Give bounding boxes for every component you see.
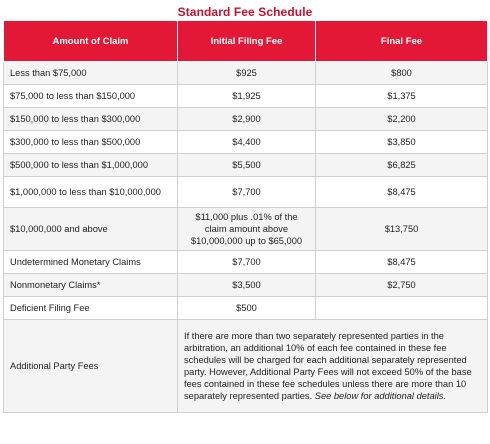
table-row: [4, 274, 488, 297]
table-row: [4, 62, 488, 85]
claim-amount-cell: $75,000 to less than $150,000: [4, 85, 178, 108]
final-fee-cell: $2,750: [316, 274, 488, 297]
page-title: Standard Fee Schedule: [177, 5, 313, 19]
table-row: [4, 177, 488, 208]
initial-fee-cell: $5,500: [178, 154, 316, 177]
final-fee-cell: $13,750: [316, 208, 488, 251]
initial-fee-cell: $1,925: [178, 85, 316, 108]
table-row: [4, 208, 488, 251]
claim-amount-cell: $1,000,000 to less than $10,000,000: [4, 177, 178, 208]
table-header-row: [4, 21, 488, 62]
claim-amount-cell: $150,000 to less than $300,000: [4, 108, 178, 131]
initial-fee-cell: $925: [178, 62, 316, 85]
final-fee-cell: [316, 297, 488, 320]
additional-party-fee-note: [178, 320, 488, 413]
claim-amount-cell: $10,000,000 and above: [4, 208, 178, 251]
claim-amount-cell: Less than $75,000: [4, 62, 178, 85]
table-row: [4, 297, 488, 320]
initial-fee-cell: $7,700: [178, 177, 316, 208]
table-row: [4, 320, 488, 413]
claim-amount-cell: Nonmonetary Claims*: [4, 274, 178, 297]
claim-amount-cell: $300,000 to less than $500,000: [4, 131, 178, 154]
final-fee-cell: $2,200: [316, 108, 488, 131]
final-fee-cell: $1,375: [316, 85, 488, 108]
initial-fee-cell: $11,000 plus .01% of the claim amount above $10,000,000 up to $65,000: [178, 208, 316, 251]
table-row: [4, 131, 488, 154]
final-fee-cell: $800: [316, 62, 488, 85]
claim-amount-cell: Additional Party Fees: [4, 320, 178, 413]
final-fee-cell: $3,850: [316, 131, 488, 154]
claim-amount-cell: $500,000 to less than $1,000,000: [4, 154, 178, 177]
table-row: [4, 154, 488, 177]
table-row: [4, 85, 488, 108]
initial-fee-cell: $7,700: [178, 251, 316, 274]
initial-fee-cell: $4,400: [178, 131, 316, 154]
column-header-final-fee: Final Fee: [316, 21, 488, 62]
initial-fee-cell: $2,900: [178, 108, 316, 131]
table-row: [4, 251, 488, 274]
initial-fee-cell: $3,500: [178, 274, 316, 297]
note-link-text: See below for additional details.: [314, 391, 447, 401]
initial-fee-cell: $500: [178, 297, 316, 320]
fee-schedule-table: [3, 20, 488, 413]
final-fee-cell: $8,475: [316, 251, 488, 274]
final-fee-cell: $6,825: [316, 154, 488, 177]
table-row: [4, 108, 488, 131]
column-header-amount: Amount of Claim: [4, 21, 178, 62]
note-text: If there are more than two separately represented parties in the arbitration, an additional 10% of each fee contained in these fee schedules will be charged for each additional separately represented party. However, Additional Party Fees will not exceed 50% of the base fees contained in these fee schedules unless there are more than 10 separately represented parties.: [184, 331, 472, 401]
final-fee-cell: $8,475: [316, 177, 488, 208]
claim-amount-cell: Undetermined Monetary Claims: [4, 251, 178, 274]
column-header-initial-fee: Initial Filing Fee: [178, 21, 316, 62]
claim-amount-cell: Deficient Filing Fee: [4, 297, 178, 320]
